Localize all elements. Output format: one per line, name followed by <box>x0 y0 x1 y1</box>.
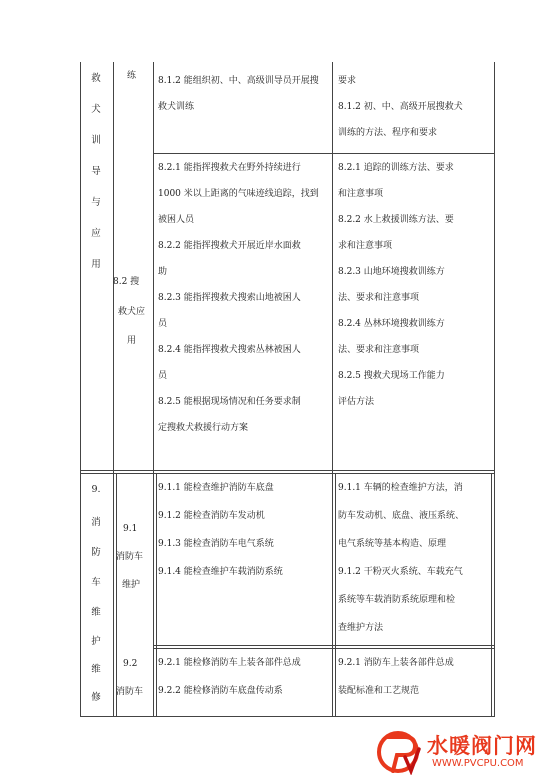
content-line: 8.2.4 能指挥搜救犬搜索丛林被困人 <box>158 345 301 355</box>
category-char: 防 <box>91 547 101 558</box>
sub-category: 9.1 <box>123 524 138 534</box>
row-divider <box>153 153 495 154</box>
content-line: 8.2.3 能指挥搜救犬搜索山地被困人 <box>158 293 301 303</box>
knowledge-line: 系统等车载消防系统原理和检 <box>338 595 456 605</box>
knowledge-line: 训练的方法、程序和要求 <box>338 128 438 138</box>
content-line: 8.2.2 能指挥搜救犬开展近岸水面救 <box>158 241 301 251</box>
category-char: 维 <box>91 664 101 675</box>
col-divider <box>80 62 81 717</box>
knowledge-line: 和注意事项 <box>338 189 384 199</box>
knowledge-line: 8.1.2 初、中、高级开展搜救犬 <box>338 102 463 112</box>
col-divider <box>113 62 114 717</box>
category-char: 车 <box>91 577 101 588</box>
category-char: 修 <box>91 692 101 703</box>
knowledge-line: 查维护方法 <box>338 623 384 633</box>
category-char: 护 <box>91 636 101 647</box>
category-char: 维 <box>91 607 101 618</box>
knowledge-line: 9.2.1 消防车上装各部件总成 <box>338 658 454 668</box>
knowledge-line: 8.2.4 丛林环境搜救训练方 <box>338 319 445 329</box>
knowledge-line: 8.2.2 水上救援训练方法、要 <box>338 215 454 225</box>
sub-category: 8.2 搜 <box>113 277 140 287</box>
knowledge-line: 8.2.3 山地环境搜救训练方 <box>338 267 445 277</box>
knowledge-line: 法、要求和注意事项 <box>338 293 420 303</box>
category-char: 应 <box>91 228 101 239</box>
knowledge-line: 8.2.5 搜救犬现场工作能力 <box>338 371 445 381</box>
category-char: 救 <box>91 73 101 84</box>
row-divider <box>153 648 495 649</box>
category-char: 与 <box>91 197 101 208</box>
knowledge-line: 防车发动机、底盘、液压系统、 <box>338 511 465 521</box>
content-line: 被困人员 <box>158 215 195 225</box>
content-line: 1000 米以上距离的气味迹线追踪，找到 <box>158 189 319 199</box>
content-line: 9.1.3 能检查消防车电气系统 <box>158 539 274 549</box>
category-char: 用 <box>91 259 101 270</box>
content-line: 助 <box>158 267 168 277</box>
category-char: 消 <box>91 517 101 528</box>
watermark-url: WWW.PVCPU.COM <box>432 758 524 769</box>
content-line: 定搜救犬救援行动方案 <box>158 423 249 433</box>
knowledge-line: 求和注意事项 <box>338 241 393 251</box>
col-divider <box>335 473 336 717</box>
content-line: 8.1.2 能组织初、中、高级训导员开展搜 <box>158 76 319 86</box>
knowledge-line: 电气系统等基本构造、原理 <box>338 539 447 549</box>
content-line: 8.2.1 能指挥搜救犬在野外持续进行 <box>158 163 301 173</box>
category-char: 犬 <box>91 104 101 115</box>
col-divider <box>116 473 117 717</box>
content-line: 8.2.5 能根据现场情况和任务要求制 <box>158 397 301 407</box>
col-divider <box>153 62 154 717</box>
category-char: 训 <box>91 135 101 146</box>
content-line: 9.1.2 能检查消防车发动机 <box>158 511 265 521</box>
col-divider <box>491 473 492 717</box>
watermark <box>372 722 550 778</box>
sub-category: 维护 <box>122 580 141 590</box>
knowledge-line: 评估方法 <box>338 397 375 407</box>
category-char: 导 <box>91 166 101 177</box>
knowledge-line: 装配标准和工艺规范 <box>338 686 420 696</box>
watermark-logo-icon <box>375 727 425 775</box>
content-line: 9.1.1 能检查维护消防车底盘 <box>158 483 274 493</box>
row-divider <box>80 470 495 471</box>
table-bottom-border <box>80 716 495 717</box>
col-divider <box>332 62 333 717</box>
sub-category: 消防车 <box>116 552 144 562</box>
content-line: 9.2.1 能检修消防车上装各部件总成 <box>158 658 301 668</box>
watermark-title: 水暖阀门网 <box>427 734 537 758</box>
sub-category: 消防车 <box>116 687 144 697</box>
knowledge-line: 8.2.1 追踪的训练方法、要求 <box>338 163 454 173</box>
content-line: 9.2.2 能检修消防车底盘传动系 <box>158 686 283 696</box>
content-line: 员 <box>158 371 168 381</box>
content-line: 救犬训练 <box>158 102 195 112</box>
col-divider <box>494 62 495 717</box>
sub-category: 练 <box>127 71 137 81</box>
knowledge-line: 9.1.2 干粉灭火系统、车载充气 <box>338 567 463 577</box>
sub-category: 救犬应 <box>118 307 146 317</box>
row-divider <box>80 473 495 474</box>
spec-table <box>80 62 495 717</box>
category-char: 9. <box>91 484 101 495</box>
knowledge-line: 要求 <box>338 76 357 86</box>
sub-category: 9.2 <box>123 659 138 669</box>
content-line: 9.1.4 能检查维护车载消防系统 <box>158 567 283 577</box>
sub-category: 用 <box>127 336 137 346</box>
knowledge-line: 法、要求和注意事项 <box>338 345 420 355</box>
row-divider <box>153 645 495 646</box>
knowledge-line: 9.1.1 车辆的检查维护方法，消 <box>338 483 463 493</box>
col-divider <box>156 473 157 717</box>
content-line: 员 <box>158 319 168 329</box>
